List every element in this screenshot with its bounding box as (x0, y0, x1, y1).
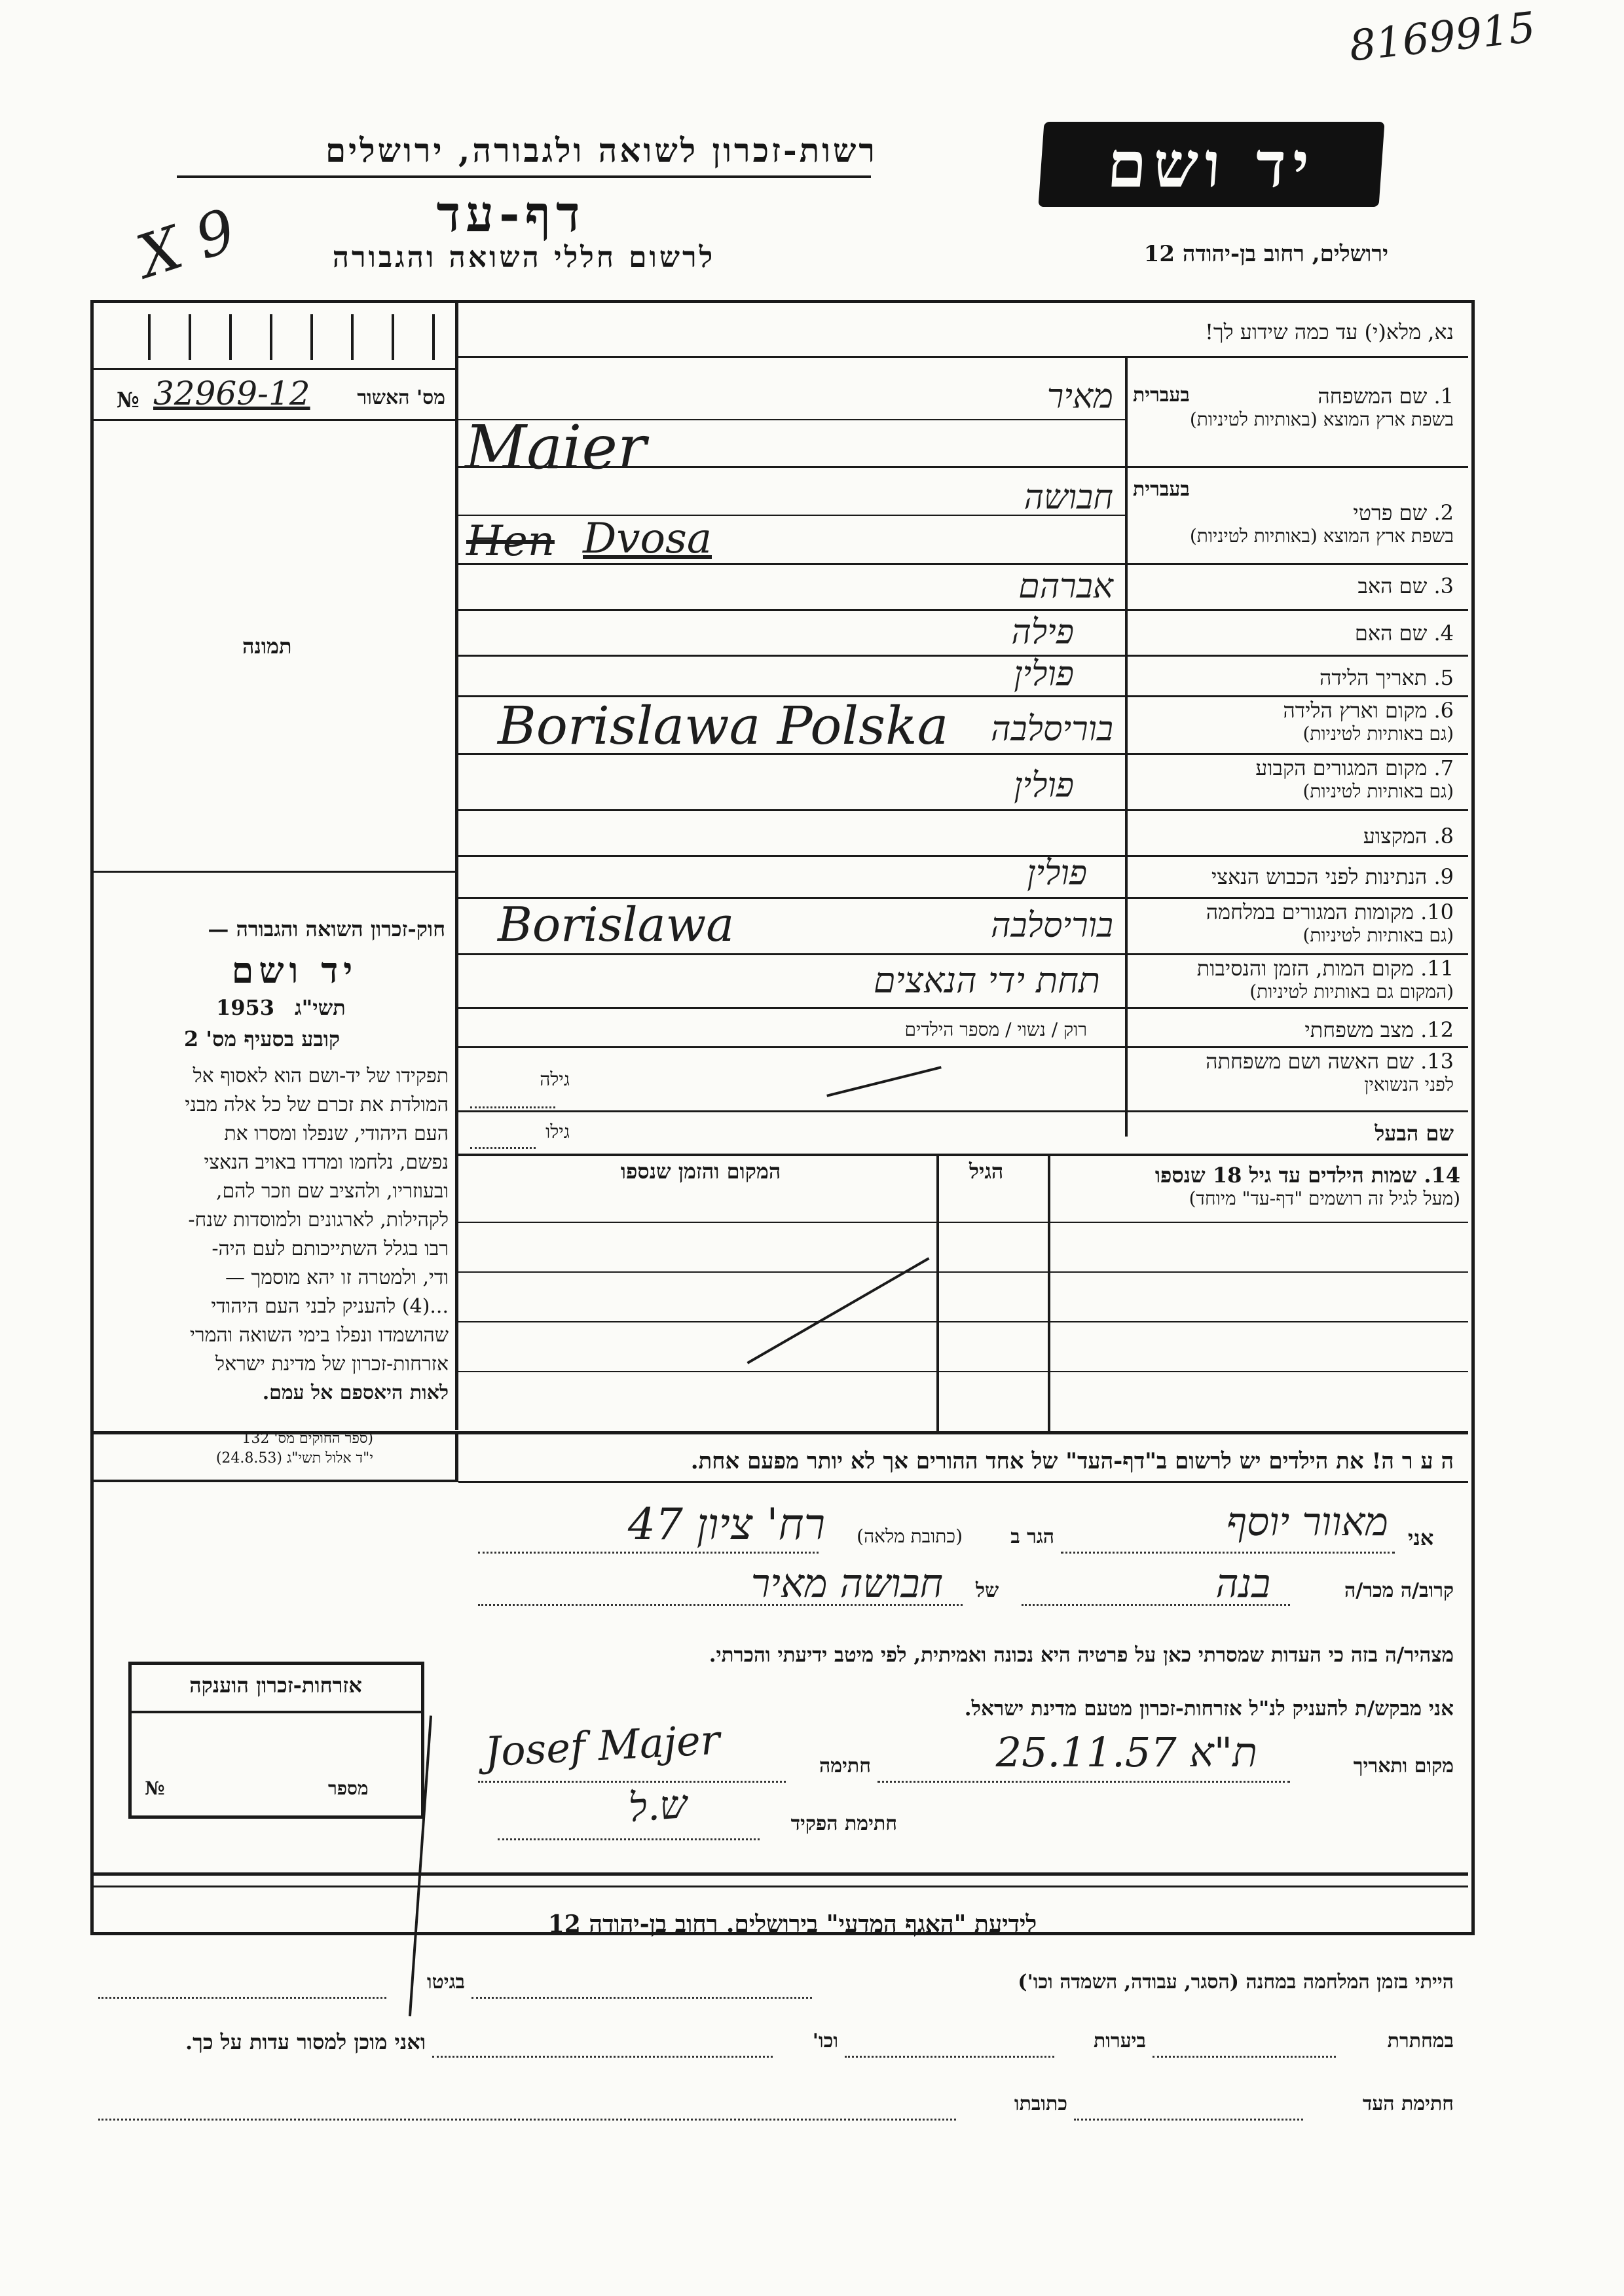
children-col-1 (936, 1156, 939, 1431)
bottom-top-rule-2 (92, 1886, 1468, 1887)
citizenship-title: אזרחות-זכרון הוענקה (189, 1673, 362, 1698)
field-11-sub: (המקום גם באותיות לטיניות) (1249, 981, 1454, 1002)
decl-relation-line (1022, 1604, 1290, 1606)
field-1-value-latin: Maier (465, 412, 646, 483)
decl-addr-label: (כתובת מלאה) (857, 1525, 963, 1547)
approval-label: מס' האשור (357, 386, 445, 409)
field-6-text: מקום וארץ הלידה (1283, 698, 1428, 723)
field-5-label (1133, 665, 1454, 690)
field-2-value-latin: Dvosa (583, 515, 712, 563)
corner-number: 8169915 (1346, 3, 1538, 71)
field-8-text: המקצוע (1363, 824, 1428, 848)
note-text: ה ע ר ה! את הילדים יש לרשום ב"דף-העד" של אחד ההורים אך לא יותר מפעם אחת. (690, 1448, 1454, 1474)
field-13-text: שם האשה ושם משפחתה (1206, 1049, 1414, 1074)
decl-clerk-label: חתימת הפקיד (790, 1812, 897, 1835)
field-2-value-he: חבושה (1024, 478, 1113, 517)
field-2-sub: בשפת ארץ המוצא (באותיות לטיניות) (1189, 525, 1454, 547)
decl-place-date-line (877, 1781, 1290, 1783)
field-11-text: מקום המות, הזמן והנסיבות (1196, 956, 1414, 981)
bottom-line1-a: הייתי בזמן המלחמה במחנה (הסגר, עבודה, השמדה וכו') (1018, 1971, 1454, 1994)
field-6-value-latin: Borislawa Polska (498, 695, 949, 756)
left-column-divider (455, 301, 458, 1430)
field-3-num: 3. (1433, 574, 1454, 598)
field-2-label (1133, 500, 1454, 547)
law-line-7: רבו בגלל השתייכותם לעם היה- (212, 1237, 449, 1260)
field-3-label (1133, 574, 1454, 598)
law-line-3: העם היהודי, שנפלו ומסרו את (224, 1122, 449, 1145)
field-6-num: 6. (1433, 698, 1454, 723)
field-8-num: 8. (1433, 824, 1454, 848)
children-rule-3 (458, 1321, 1468, 1322)
margin-scribble: X 9 (129, 196, 244, 292)
decl-name-line (1061, 1552, 1395, 1554)
row-rule-12 (458, 1046, 1468, 1048)
bottom-line2-fill-c (432, 2056, 773, 2058)
law-line-9: ...(4) להעניק לבני העם היהודי (211, 1295, 449, 1318)
field-14-num: 14. (1424, 1163, 1460, 1188)
wife-age-line (470, 1106, 555, 1108)
citizenship-rule (132, 1711, 421, 1713)
law-line-8: ודי, ולמטרה זו יהא מוסמך — (225, 1266, 449, 1289)
bottom-top-rule (92, 1872, 1468, 1876)
field-3-value: אברהם (1018, 567, 1113, 606)
bottom-line2-fill-b (845, 2056, 1054, 2058)
field-13-sub: לפני הנשואין (1364, 1074, 1454, 1095)
citizenship-box (128, 1662, 424, 1819)
law-line-4: נפשם, נלחמו ומרדו באויב הנאצי (204, 1151, 449, 1174)
children-rule-4 (458, 1371, 1468, 1372)
law-line-1: תפקידו של יד-ושם הוא לאסוף אל (193, 1065, 449, 1087)
law-line-6: לקהילות, לארגונים ולמוסדות שנח- (188, 1209, 449, 1231)
left-column-bottom-rule (92, 1480, 458, 1482)
field-1-text: שם המשפחה (1318, 384, 1428, 409)
decl-clerk-line (498, 1838, 760, 1840)
field-1-lang: בעברית (1133, 384, 1190, 407)
decl-place-date-label: מקום ותאריך (1353, 1755, 1454, 1777)
citizenship-number: מספר (328, 1777, 369, 1799)
field-12-options: רוק / נשוי / מספר הילדים (904, 1019, 1087, 1040)
row-rule-14 (458, 1154, 1468, 1156)
field-5-text: תאריך הלידה (1320, 665, 1428, 690)
field-9-value: פולין (1027, 854, 1087, 893)
bottom-line2-b: ביערות (1093, 2030, 1146, 2052)
institute-name: רשות-זכרון לשואה ולגבורה, ירושלים (325, 131, 877, 170)
decl-of: של (976, 1579, 999, 1602)
field-14-sub: (מעל לגיל זה רושמים "דף-עד" מיוחד) (1189, 1188, 1460, 1209)
decl-name: מאוור יוסף (1226, 1499, 1388, 1545)
law-line-12: לאות היאספם אל עמם. (262, 1381, 449, 1404)
left-column-divider-lower (455, 1431, 458, 1481)
bottom-line1-b: בגיטו (426, 1971, 465, 1994)
instruction-rule (458, 356, 1468, 358)
law-line-10: שהושמדו ונפלו בימי השואה והמרי (189, 1324, 449, 1347)
row-rule-13 (458, 1110, 1468, 1112)
decl-relative: קרוב/ה מכר/ה (1344, 1579, 1454, 1602)
row-rule-11 (458, 1007, 1468, 1009)
field-2-lang: בעברית (1133, 478, 1190, 501)
field-14-label (1054, 1163, 1460, 1210)
bottom-line2-a: במחתרת (1387, 2030, 1454, 2052)
instruction-text: נא, מלא(י) עד כמה שידוע לך! (1205, 319, 1454, 344)
field-10-label (1133, 900, 1454, 947)
decl-ani: אני (1408, 1525, 1434, 1550)
approval-value: 32969-12 (153, 374, 310, 412)
children-rule-1 (458, 1222, 1468, 1223)
husband-label: שם הבעל (1375, 1121, 1454, 1146)
citizenship-no: № (145, 1777, 165, 1799)
field-10-num: 10. (1420, 900, 1454, 924)
law-line-11: אזרחות-זכרון של מדינת ישראל (215, 1353, 449, 1376)
field-2-text: שם פרטי (1353, 500, 1428, 525)
field-2-num: 2. (1433, 500, 1454, 525)
field-2-struck: Hen (466, 517, 555, 566)
law-ref-2: י"ד אלול תשי"ג (24.8.53) (215, 1450, 373, 1467)
children-col-2 (1048, 1156, 1050, 1431)
field-13-label (1133, 1049, 1454, 1096)
field-13-num: 13. (1420, 1049, 1454, 1074)
photo-bottom-rule (92, 871, 457, 873)
wife-age-label: גילה (540, 1068, 570, 1090)
field-11-value: תחת ידי הנאצים (873, 960, 1100, 1001)
bottom-line2-d: ואני מוכן למסור עדות על כך. (185, 2030, 426, 2054)
field-1-num: 1. (1433, 384, 1454, 409)
decl-signature: Josef Majer (483, 1715, 722, 1776)
field-7-label (1133, 756, 1454, 803)
field-4-num: 4. (1433, 621, 1454, 646)
decl-statement: מצהיר/ה בזה כי העדות שמסרתי כאן על פרטיה היא נכונה ואמיתית, לפי מיטב ידיעתי והכרתי. (709, 1643, 1454, 1667)
bottom-line2-c: וכו' (812, 2030, 838, 2052)
approval-rule (92, 368, 457, 370)
field-7-num: 7. (1433, 756, 1454, 780)
bottom-line1-end (98, 1997, 386, 1999)
field-9-num: 9. (1433, 864, 1454, 889)
field-6-label (1133, 698, 1454, 745)
label-column-divider (1125, 357, 1128, 1137)
row-rule-3 (458, 609, 1468, 611)
bottom-title: לידיעת "האגף המדעי" בירושלים. רחוב בן-יהודה 12 (547, 1910, 1037, 1938)
law-name: יד ושם (231, 949, 358, 991)
field-4-value: פילה (1011, 613, 1074, 652)
law-year-he: תשי"ג (295, 995, 346, 1020)
field-7-text: מקום המגורים הקבוע (1255, 756, 1428, 780)
law-title: חוק-זכרון השואה והגבורה — (208, 917, 445, 941)
field-12-text: מצב משפחתי (1304, 1017, 1414, 1042)
field-14-text: שמות הילדים עד גיל 18 שנספו (1154, 1163, 1417, 1188)
field-12-label (1133, 1017, 1454, 1042)
field-10-value-he: בוריסלבה (991, 906, 1113, 945)
row-rule-2 (458, 563, 1468, 565)
institute-underline (177, 175, 871, 178)
field-9-label (1133, 864, 1454, 889)
row-rule-10 (458, 953, 1468, 955)
field-10-value-latin: Borislawa (498, 897, 735, 952)
decl-place-date: ת"א 25.11.57 (995, 1728, 1257, 1776)
children-col-age: הגיל (969, 1159, 1004, 1184)
field-11-label (1133, 956, 1454, 1003)
row-rule-7 (458, 809, 1468, 811)
approval-tick-row (98, 308, 452, 367)
field-4-text: שם האם (1354, 621, 1428, 646)
decl-of-name: חבושה מאיר (750, 1561, 943, 1607)
field-7-value: פולין (1014, 766, 1074, 805)
law-year: 1953 (216, 995, 275, 1020)
header-address: ירושלים, רחוב בן-יהודה 12 (1143, 241, 1388, 267)
decl-relation: בנה (1215, 1561, 1270, 1607)
law-body (98, 1062, 449, 1408)
approval-no: № (117, 388, 139, 412)
field-3-text: שם האב (1357, 574, 1428, 598)
decl-signature-label: חתימה (819, 1755, 871, 1777)
field-4-label (1133, 621, 1454, 646)
field-12-num: 12. (1420, 1017, 1454, 1042)
field-8-label (1133, 824, 1454, 848)
photo-label: תמונה (242, 634, 292, 659)
decl-addr: רח' ציון 47 (627, 1499, 825, 1550)
field-1-sub: בשפת ארץ המוצא (באותיות לטיניות) (1189, 409, 1454, 430)
approval-bottom-rule (92, 419, 457, 421)
decl-clerk-signature: ש.ל (627, 1781, 689, 1832)
bottom-line3-fill-a (1074, 2119, 1303, 2121)
field-6-value-he: בוריסלבה (991, 710, 1113, 749)
decl-signature-line (478, 1781, 786, 1783)
decl-of-line (478, 1604, 963, 1606)
children-col-place: המקום והזמן שנספו (620, 1159, 781, 1184)
bottom-line2-fill-a (1153, 2056, 1336, 2058)
bottom-line3-a: חתימת העד (1362, 2092, 1454, 2115)
note-rule (458, 1481, 1468, 1483)
field-11-num: 11. (1420, 956, 1454, 981)
law-clause: קובע בסעיף מס' 2 (183, 1027, 341, 1051)
field-5-value: פולין (1014, 655, 1074, 694)
field-10-sub: (גם באותיות לטיניות) (1302, 924, 1454, 946)
decl-resides: הגר ב (1010, 1525, 1054, 1548)
law-line-2: המולדת את זכרם של כל אלה מבני (185, 1093, 449, 1116)
field-10-text: מקומות המגורים במלחמה (1206, 900, 1414, 924)
field-1-value-he: מאיר (1046, 377, 1113, 416)
form-subtitle: לרשום חללי השואה והגבורה (332, 241, 716, 274)
decl-request: אני מבקש/ת להעניק לנ"ל אזרחות-זכרון מטעם מדינת ישראל. (964, 1697, 1454, 1721)
decl-addr-line (478, 1552, 819, 1554)
husband-age-line (470, 1147, 536, 1149)
children-rule-2 (458, 1271, 1468, 1273)
bottom-line3-fill-b (98, 2119, 956, 2121)
law-ref-1: (ספר החוקים מס' 132 (242, 1430, 373, 1447)
field-7-sub: (גם באותיות לטיניות) (1302, 780, 1454, 802)
bottom-line3-b: כתובתו (1014, 2092, 1067, 2115)
law-line-5: ובעוזריו, ולהציב שם וזכר להם, (215, 1180, 449, 1203)
form-title: דף-עד (436, 185, 585, 243)
field-6-sub: (גם באותיות לטיניות) (1302, 723, 1454, 744)
field-5-num: 5. (1433, 665, 1454, 690)
bottom-line1-fill (471, 1997, 812, 1999)
field-9-text: הנתינות לפני הכבוש הנאצי (1211, 864, 1428, 889)
yad-vashem-logo (1038, 122, 1384, 207)
logo-text: יד ושם (1105, 127, 1318, 202)
husband-age-label: גילו (545, 1121, 570, 1142)
